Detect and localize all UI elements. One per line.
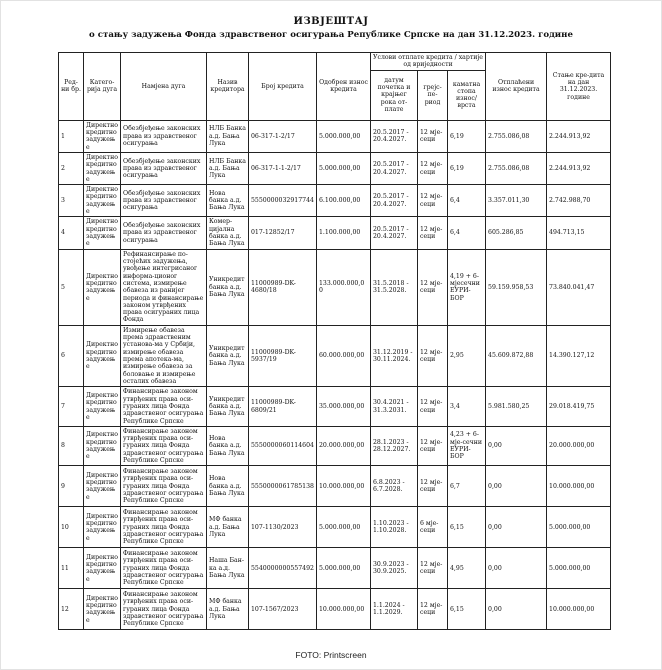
document-title: ИЗВЈЕШТАЈ: [293, 16, 369, 27]
cell-grace-period: 12 мје-сеци: [418, 589, 448, 630]
cell-balance: 5.000.000,00: [547, 507, 611, 548]
cell-rb: 6: [59, 325, 84, 387]
header-rb: Ред-ни бр.: [59, 53, 84, 121]
cell-creditor: Нова банка а.д. Бања Лука: [207, 466, 249, 507]
cell-interest-rate: 6,19: [448, 152, 486, 184]
cell-purpose: Обезбјеђење законских права из здравственог осигурања: [121, 120, 207, 152]
cell-rb: 5: [59, 249, 84, 325]
cell-repaid-amount: 2.755.086,08: [486, 152, 547, 184]
cell-purpose: Обезбјеђење законских права из здравственог осигурања: [121, 152, 207, 184]
cell-interest-rate: 6,15: [448, 507, 486, 548]
cell-rb: 8: [59, 426, 84, 466]
cell-balance: 20.000.000,00: [547, 426, 611, 466]
cell-repaid-amount: 0,00: [486, 426, 547, 466]
cell-repaid-amount: 0,00: [486, 507, 547, 548]
header-credit-number: Број кредита: [249, 53, 317, 121]
table-row: [59, 217, 611, 249]
cell-grace-period: 12 мје-сеци: [418, 217, 448, 249]
cell-rb: 3: [59, 185, 84, 217]
header-balance: Стање кре-дита на дан 31.12.2023. године: [547, 53, 611, 121]
header-repayment-conditions: Услови отплате кредита / хартије од вриједности: [371, 53, 486, 71]
cell-grace-period: 12 мје-сеци: [418, 185, 448, 217]
cell-balance: 14.390.127,12: [547, 325, 611, 387]
header-creditor: Назив кредитора: [207, 53, 249, 121]
header-interest-rate: каматна стопа износ/ врста: [448, 70, 486, 120]
debt-report-table: [58, 52, 611, 630]
cell-creditor: Комер-цијална банка а.д. Бања Лука: [207, 217, 249, 249]
cell-dates: 20.5.2017 - 20.4.2027.: [371, 185, 418, 217]
table-body: [59, 120, 611, 630]
cell-category: Директно кредитно задужење: [84, 507, 121, 548]
cell-repaid-amount: 0,00: [486, 466, 547, 507]
cell-category: Директно кредитно задужење: [84, 589, 121, 630]
table-row: [59, 325, 611, 387]
cell-approved-amount: 35.000.000,00: [317, 387, 371, 427]
cell-creditor: МФ банка а.д. Бања Лука: [207, 589, 249, 630]
cell-interest-rate: 4,23 + 6-мје-сечни ЕУРИ-БОР: [448, 426, 486, 466]
cell-credit-number: 5550000061785138: [249, 466, 317, 507]
cell-credit-number: 017-12852/17: [249, 217, 317, 249]
cell-grace-period: 12 мје-сеци: [418, 249, 448, 325]
cell-creditor: МФ банка а.д. Бања Лука: [207, 507, 249, 548]
cell-dates: 20.5.2017 - 20.4.2027.: [371, 120, 418, 152]
cell-interest-rate: 4,95: [448, 548, 486, 589]
cell-rb: 7: [59, 387, 84, 427]
cell-interest-rate: 4,19 + 6-мјесечни ЕУРИ-БОР: [448, 249, 486, 325]
cell-category: Директно кредитно задужење: [84, 548, 121, 589]
cell-creditor: Наша Бан-ка а.д. Бања Лука: [207, 548, 249, 589]
cell-credit-number: 11000989-DK-4680/18: [249, 249, 317, 325]
cell-balance: 73.840.041,47: [547, 249, 611, 325]
table-row: [59, 507, 611, 548]
cell-repaid-amount: 3.357.011,30: [486, 185, 547, 217]
cell-credit-number: 5550000032917744: [249, 185, 317, 217]
cell-category: Директно кредитно задужење: [84, 325, 121, 387]
cell-repaid-amount: 0,00: [486, 548, 547, 589]
cell-interest-rate: 6,19: [448, 120, 486, 152]
cell-creditor: Нова банка а.д. Бања Лука: [207, 426, 249, 466]
cell-dates: 6.8.2023 - 6.7.2028.: [371, 466, 418, 507]
cell-credit-number: 11000989-DK-5937/19: [249, 325, 317, 387]
cell-category: Директно кредитно задужење: [84, 217, 121, 249]
cell-creditor: НЛБ Банка а.д. Бања Лука: [207, 152, 249, 184]
cell-purpose: Рефинансирање по-стојећих задужења, увођење интегрисаног информа-ционог система, измирење обавеза из ранијег периода и финансирање законом утврђених права осигураних лица Фонда: [121, 249, 207, 325]
cell-rb: 2: [59, 152, 84, 184]
cell-credit-number: 06-317-1-1-2/17: [249, 152, 317, 184]
cell-approved-amount: 10.000.000,00: [317, 466, 371, 507]
cell-creditor: Уникредит банка а.д. Бања Лука: [207, 325, 249, 387]
cell-balance: 2.742.988,70: [547, 185, 611, 217]
cell-dates: 20.5.2017 - 20.4.2027.: [371, 152, 418, 184]
header-repaid-amount: Отплаћени износ кредита: [486, 53, 547, 121]
cell-interest-rate: 6,4: [448, 185, 486, 217]
cell-rb: 11: [59, 548, 84, 589]
cell-balance: 494.713,15: [547, 217, 611, 249]
table-row: [59, 120, 611, 152]
cell-credit-number: 5540000000557492: [249, 548, 317, 589]
cell-purpose: Обезбјеђење законских права из здравственог осигурања: [121, 217, 207, 249]
cell-category: Директно кредитно задужење: [84, 249, 121, 325]
cell-purpose: Финансирање законом утврђених права оси-гураних лица Фонда здравственог осигурања Републике Српске: [121, 426, 207, 466]
cell-purpose: Финансирање законом утврђених права оси-гураних лица Фонда здравственог осигурања Републике Српске: [121, 387, 207, 427]
cell-dates: 28.1.2023 - 28.12.2027.: [371, 426, 418, 466]
table-row: [59, 426, 611, 466]
cell-creditor: Нова банка а.д. Бања Лука: [207, 185, 249, 217]
cell-approved-amount: 6.100.000,00: [317, 185, 371, 217]
cell-category: Директно кредитно задужење: [84, 426, 121, 466]
cell-creditor: Уникредит банка а.д. Бања Лука: [207, 387, 249, 427]
cell-repaid-amount: 0,00: [486, 589, 547, 630]
cell-purpose: Обезбјеђење законских права из здравственог осигурања: [121, 185, 207, 217]
cell-credit-number: 107-1130/2023: [249, 507, 317, 548]
cell-dates: 20.5.2017 - 20.4.2027.: [371, 217, 418, 249]
table-row: [59, 466, 611, 507]
cell-balance: 10.000.000,00: [547, 466, 611, 507]
cell-grace-period: 12 мје-сеци: [418, 548, 448, 589]
header-grace-period: грејс-пе-риод: [418, 70, 448, 120]
cell-interest-rate: 3,4: [448, 387, 486, 427]
cell-interest-rate: 6,15: [448, 589, 486, 630]
cell-grace-period: 12 мје-сеци: [418, 466, 448, 507]
cell-repaid-amount: 605.286,85: [486, 217, 547, 249]
cell-interest-rate: 6,4: [448, 217, 486, 249]
cell-approved-amount: 10.000.000,00: [317, 589, 371, 630]
cell-approved-amount: 1.100.000,00: [317, 217, 371, 249]
cell-purpose: Финансирање законом утврђених права оси-гураних лица Фонда здравственог осигурања Републике Српске: [121, 507, 207, 548]
cell-grace-period: 6 мје-сеци: [418, 507, 448, 548]
table-row: [59, 589, 611, 630]
cell-purpose: Финансирање законом утврђених права оси-гураних лица Фонда здравственог осигурања Републике Српске: [121, 548, 207, 589]
cell-purpose: Финансирање законом утврђених права оси-гураних лица Фонда здравственог осигурања Републике Српске: [121, 466, 207, 507]
cell-credit-number: 11000989-DK-6809/21: [249, 387, 317, 427]
cell-creditor: Уникредит банка а.д. Бања Лука: [207, 249, 249, 325]
cell-rb: 9: [59, 466, 84, 507]
cell-creditor: НЛБ Банка а.д. Бања Лука: [207, 120, 249, 152]
cell-purpose: Финансирање законом утврђених права оси-гураних лица Фонда здравственог осигурања Републике Српске: [121, 589, 207, 630]
cell-category: Директно кредитно задужење: [84, 152, 121, 184]
table-row: [59, 548, 611, 589]
cell-purpose: Измирење обавеза према здравственим установа-ма у Србији, измирење обавеза према апотека-ма, измирење обавеза за боловање и измирење осталих обавеза: [121, 325, 207, 387]
cell-balance: 10.000.000,00: [547, 589, 611, 630]
cell-credit-number: 107-1567/2023: [249, 589, 317, 630]
cell-approved-amount: 5.000.000,00: [317, 548, 371, 589]
cell-category: Директно кредитно задужење: [84, 466, 121, 507]
cell-approved-amount: 5.000.000,00: [317, 152, 371, 184]
cell-grace-period: 12 мје-сеци: [418, 120, 448, 152]
cell-rb: 12: [59, 589, 84, 630]
cell-dates: 31.5.2018 - 31.5.2028.: [371, 249, 418, 325]
cell-rb: 10: [59, 507, 84, 548]
cell-dates: 30.9.2023 - 30.9.2025.: [371, 548, 418, 589]
cell-credit-number: 5550000060114604: [249, 426, 317, 466]
cell-rb: 1: [59, 120, 84, 152]
cell-grace-period: 12 мје-сеци: [418, 387, 448, 427]
cell-approved-amount: 133.000.000,00: [317, 249, 371, 325]
cell-rb: 4: [59, 217, 84, 249]
cell-grace-period: 12 мје-сеци: [418, 426, 448, 466]
cell-category: Директно кредитно задужење: [84, 185, 121, 217]
cell-category: Директно кредитно задужење: [84, 120, 121, 152]
cell-interest-rate: 2,95: [448, 325, 486, 387]
cell-balance: 5.000.000,00: [547, 548, 611, 589]
header-approved-amount: Одобрен износ кредита: [317, 53, 371, 121]
header-category: Катего-рија дуга: [84, 53, 121, 121]
cell-balance: 2.244.913,92: [547, 152, 611, 184]
table-row: [59, 387, 611, 427]
cell-balance: 2.244.913,92: [547, 120, 611, 152]
table-row: [59, 152, 611, 184]
cell-grace-period: 12 мје-сеци: [418, 325, 448, 387]
cell-dates: 1.10.2023 - 1.10.2028.: [371, 507, 418, 548]
cell-approved-amount: 5.000.000,00: [317, 120, 371, 152]
cell-interest-rate: 6,7: [448, 466, 486, 507]
cell-dates: 31.12.2019 - 30.11.2024.: [371, 325, 418, 387]
document-subtitle: о стању задужења Фонда здравственог осигурања Републике Српске на дан 31.12.2023. године: [89, 30, 573, 40]
header-dates: датум почетка и крајњег рока от-плате: [371, 70, 418, 120]
cell-dates: 1.1.2024 - 1.1.2029.: [371, 589, 418, 630]
header-purpose: Намјена дуга: [121, 53, 207, 121]
cell-approved-amount: 20.000.000,00: [317, 426, 371, 466]
cell-dates: 30.4.2021 - 31.3.2031.: [371, 387, 418, 427]
cell-credit-number: 06-317-1-2/17: [249, 120, 317, 152]
cell-repaid-amount: 5.981.580,25: [486, 387, 547, 427]
cell-balance: 29.018.419,75: [547, 387, 611, 427]
photo-credit-caption: FOTO: Printscreen: [295, 650, 367, 660]
table-row: [59, 249, 611, 325]
cell-repaid-amount: 45.609.872,88: [486, 325, 547, 387]
cell-repaid-amount: 59.159.958,53: [486, 249, 547, 325]
cell-approved-amount: 5.000.000,00: [317, 507, 371, 548]
cell-grace-period: 12 мје-сеци: [418, 152, 448, 184]
cell-repaid-amount: 2.755.086,08: [486, 120, 547, 152]
cell-approved-amount: 60.000.000,00: [317, 325, 371, 387]
table-row: [59, 185, 611, 217]
cell-category: Директно кредитно задужење: [84, 387, 121, 427]
